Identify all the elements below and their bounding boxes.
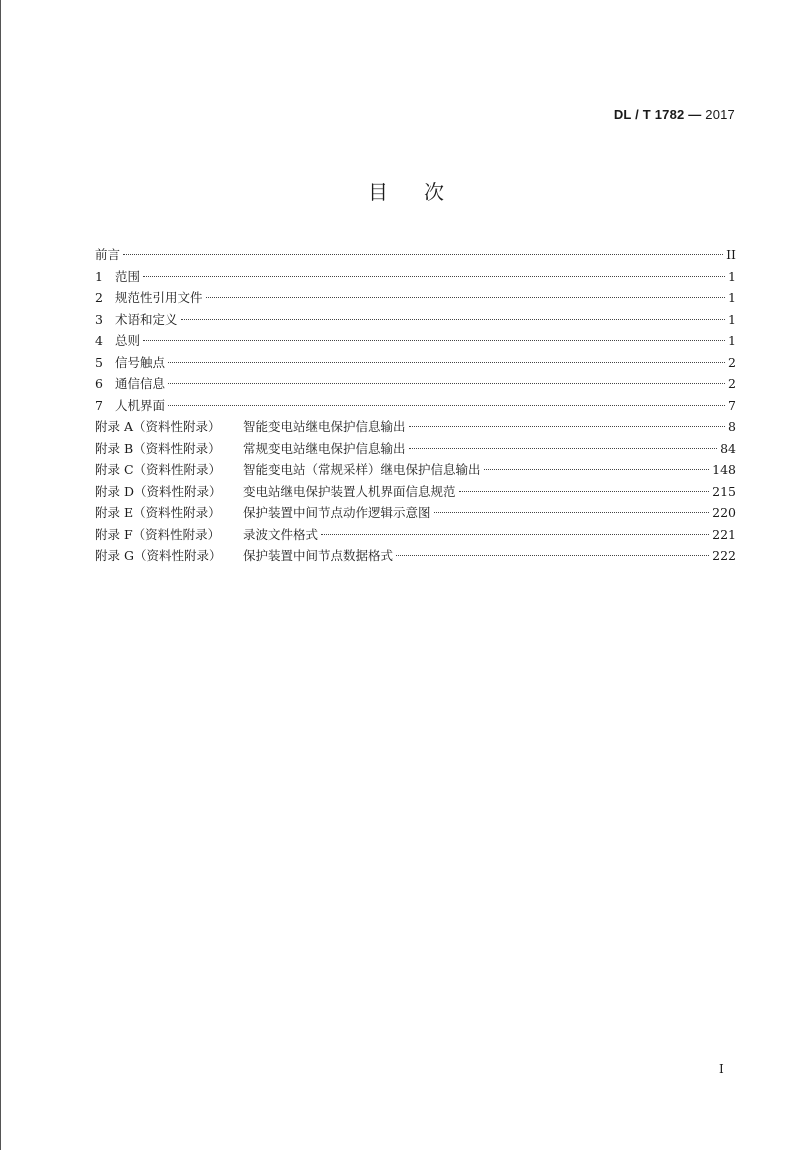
toc-entry-number: 1	[95, 268, 103, 284]
toc-entry-title: 总则	[115, 333, 141, 348]
toc-entry-leader	[409, 426, 726, 427]
toc-entry-page: 222	[712, 548, 736, 563]
toc-entry[interactable]	[95, 502, 736, 524]
toc-entry-number: 3	[95, 311, 103, 327]
toc-entry[interactable]	[95, 330, 736, 352]
toc-entry-page: 1	[728, 311, 736, 327]
toc-entry-leader	[168, 405, 725, 406]
toc-entry-page: II	[726, 247, 736, 262]
toc-entry[interactable]	[95, 438, 736, 460]
standard-code	[614, 107, 735, 122]
toc-entry-page: 84	[720, 440, 736, 456]
toc-entry-title: 范围	[115, 268, 141, 284]
toc-entry-page: 8	[728, 419, 736, 434]
toc-entry-appendix-label: 附录 G（资料性附录）	[95, 548, 222, 563]
toc-entry-title: 保护装置中间节点数据格式	[243, 548, 394, 563]
toc-entry-page: 221	[712, 526, 736, 542]
toc-entry[interactable]	[95, 373, 736, 395]
page-left-border	[0, 0, 1, 1150]
toc-entry-page: 215	[712, 483, 736, 499]
toc-entry-title: 常规变电站继电保护信息输出	[243, 440, 406, 456]
toc-entry-title: 智能变电站继电保护信息输出	[243, 419, 406, 434]
toc-entry[interactable]	[95, 352, 736, 374]
page-number: I	[719, 1062, 724, 1076]
toc-entry-page: 220	[712, 505, 736, 520]
toc-entry-title: 术语和定义	[115, 311, 178, 327]
toc-entry-number: 6	[95, 376, 103, 391]
toc-entry-title: 信号触点	[115, 354, 166, 370]
toc-entry-leader	[206, 297, 726, 298]
toc-entry[interactable]	[95, 524, 736, 546]
standard-year: 2017	[705, 107, 735, 122]
toc-entry[interactable]	[95, 287, 736, 309]
toc-entry-leader	[168, 383, 725, 384]
page-title-char-2: 次	[424, 180, 444, 204]
toc-entry[interactable]	[95, 309, 736, 331]
toc-entry-title: 通信信息	[115, 376, 166, 391]
page-title	[0, 176, 812, 205]
toc-entry-title: 保护装置中间节点动作逻辑示意图	[243, 505, 431, 520]
toc-entry[interactable]	[95, 266, 736, 288]
toc-entry[interactable]	[95, 244, 736, 266]
toc-entry-title: 前言	[95, 247, 121, 262]
toc-entry-page: 1	[728, 333, 736, 348]
toc-entry-title: 变电站继电保护装置人机界面信息规范	[243, 483, 456, 499]
page-title-char-1: 目	[368, 180, 388, 204]
toc-entry-number: 2	[95, 290, 103, 305]
toc-entry-page: 1	[728, 268, 736, 284]
toc-entry-appendix-label: 附录 F（资料性附录）	[95, 526, 221, 542]
toc-entry-leader	[484, 469, 710, 470]
toc-entry-leader	[123, 254, 723, 255]
toc-entry-appendix-label: 附录 E（资料性附录）	[95, 505, 221, 520]
toc-entry-number: 4	[95, 333, 103, 348]
toc-entry-number: 7	[95, 397, 103, 413]
toc-entry-page: 2	[728, 376, 736, 391]
toc-entry-leader	[143, 340, 725, 341]
toc-entry-leader	[168, 362, 725, 363]
toc-entry-leader	[409, 448, 718, 449]
toc-entry-appendix-label: 附录 D（资料性附录）	[95, 483, 222, 499]
standard-dash: —	[688, 107, 702, 122]
toc-entry-leader	[143, 276, 725, 277]
toc-entry-page: 7	[728, 397, 736, 413]
toc-entry-leader	[181, 319, 726, 320]
toc-entry-title: 录波文件格式	[243, 526, 319, 542]
toc-entry-appendix-label: 附录 C（资料性附录）	[95, 462, 222, 477]
table-of-contents	[95, 244, 736, 567]
toc-entry[interactable]	[95, 545, 736, 567]
toc-entry-page: 148	[712, 462, 736, 477]
toc-entry-number: 5	[95, 354, 103, 370]
toc-entry-title: 人机界面	[115, 397, 166, 413]
toc-entry[interactable]	[95, 416, 736, 438]
toc-entry-title: 智能变电站（常规采样）继电保护信息输出	[243, 462, 481, 477]
toc-entry-leader	[321, 534, 709, 535]
toc-entry[interactable]	[95, 481, 736, 503]
toc-entry-appendix-label: 附录 B（资料性附录）	[95, 440, 221, 456]
standard-prefix: DL / T 1782	[613, 107, 685, 122]
toc-entry-leader	[434, 512, 710, 513]
toc-entry-leader	[396, 555, 709, 556]
toc-entry-appendix-label: 附录 A（资料性附录）	[95, 419, 221, 434]
toc-entry[interactable]	[95, 459, 736, 481]
toc-entry-leader	[459, 491, 710, 492]
toc-entry-page: 1	[728, 290, 736, 305]
toc-entry-page: 2	[728, 354, 736, 370]
toc-entry-title: 规范性引用文件	[115, 290, 203, 305]
toc-entry[interactable]	[95, 395, 736, 417]
